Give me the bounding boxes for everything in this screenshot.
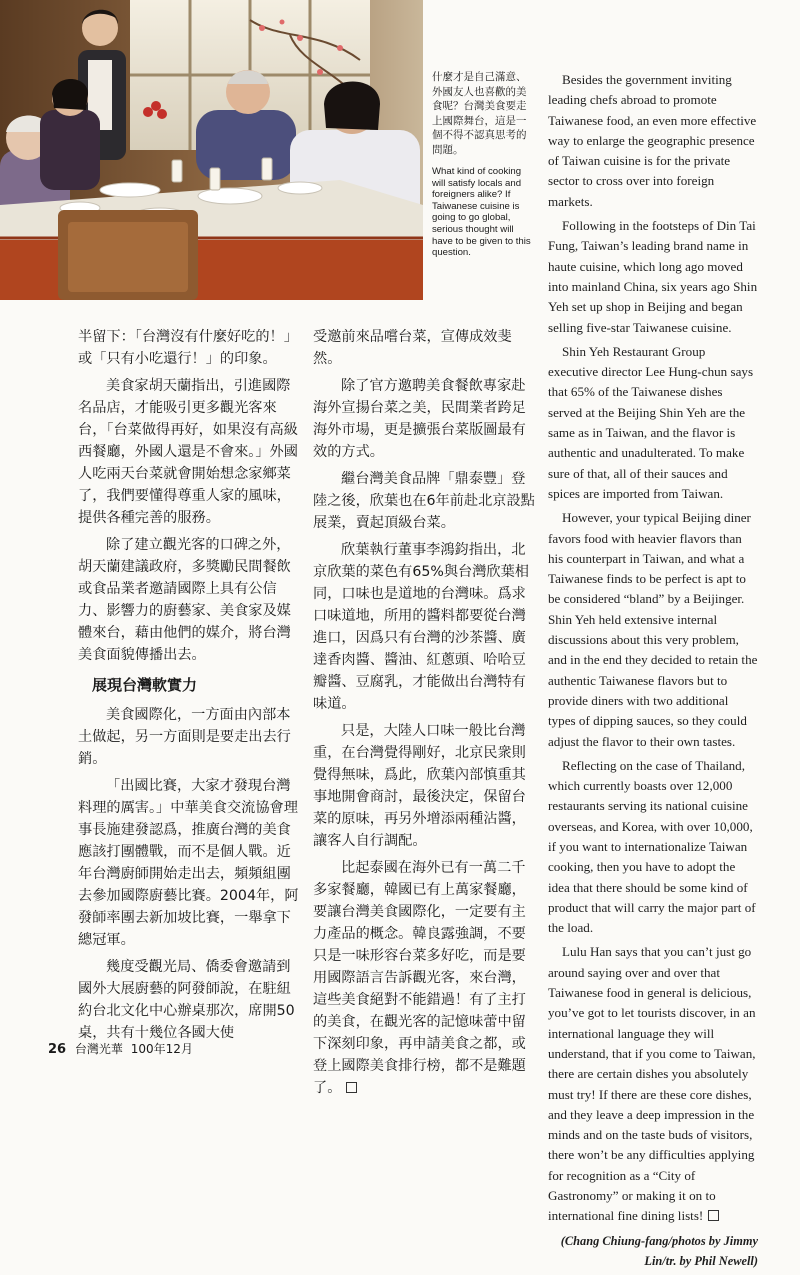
zh-left-paragraph-2: 美食家胡天蘭指出，引進國際名品店，才能吸引更多觀光客來台，「台菜做得再好，如果沒有高級西餐廳，外國人還是不會來。」外國人吃兩天台菜就會開始想念家鄉菜了，我們要懂得尊重人家的風味，提供各種完善的服務。 (78, 378, 298, 526)
restaurant-photo (0, 0, 423, 300)
en-paragraph-4: However, your typical Beijing diner favors food with heavier flavors than his counterpart in Taiwan, and what a Taiwanese finds to be perfect is apt to be considered “bland” by a Beijinger. Shin Yeh held extensive internal discussions about this very problem, and in the end they decided to retain the authentic Taiwanese flavors but to provide diners with two additional types of dipping sauces, so they could adjust the flavor to their own tastes. (548, 510, 758, 749)
caption-chinese: 什麼才是自己滿意、外國友人也喜歡的美食呢？台灣美食要走上國際舞台，這是一個不得不認真思考的問題。 (432, 71, 527, 156)
zh-left-paragraph-1: 半留下：「台灣沒有什麼好吃的！」或「只有小吃還行！」的印象。 (78, 329, 298, 367)
zh-right-paragraph-5: 只是，大陸人口味一般比台灣重，在台灣覺得剛好，北京民衆則覺得無味，爲此，欣葉內部慎重其事地開會商討，最後決定，保留台菜的原味，再另外增添兩種沾醬，讓客人自行調配。 (313, 723, 526, 849)
en-paragraph-6 (548, 942, 758, 1226)
end-mark-icon (346, 1082, 357, 1093)
en-paragraph-1: Besides the government inviting leading chefs abroad to promote Taiwanese food, an even more effective way to enlarge the geographic presence of Taiwan cuisine is for the private sector to cross over into foreign markets. (548, 72, 757, 209)
zh-right-paragraph-4: 欣葉執行董事李鴻鈞指出，北京欣葉的菜色有65%與台灣欣葉相同，口味也是道地的台灣味。爲求口味道地，所用的醬料都要從台灣進口，因爲只有台灣的沙茶醬、廣達香肉醬、醬油、紅蔥頭、哈哈豆瓣醬、豆腐乳，才能做出台灣特有味道。 (313, 542, 529, 712)
en-paragraph-3: Shin Yeh Restaurant Group executive director Lee Hung-chun says that 65% of the Taiwanese dishes served at the Beijing Shin Yeh are the same as in Taiwan, and the flavor is authentic and unadulterated. To make sure of that, all of their sauces and spices are imported from Taiwan. (548, 343, 754, 501)
restaurant-photo-illustration (0, 0, 423, 300)
chinese-column-right (313, 326, 535, 1104)
zh-left-paragraph-6: 幾度受觀光局、僑委會邀請到國外大展廚藝的阿發師說，在駐紐約台北文化中心辦桌那次，席開50桌，共有十幾位各國大使 (78, 959, 295, 1041)
credit-line: (Chang Chiung-fang/photos by Jimmy Lin/tr. by Phil Newell) (560, 1233, 758, 1268)
magazine-name: 台灣光華 (74, 1042, 123, 1056)
en-paragraph-5: Reflecting on the case of Thailand, which currently boasts over 12,000 restaurants serving its national cuisine overseas, and Korea, with over 10,000, if you want to internationalize Taiwan cooking, then you have to adopt the idea that there should be some kind of product that will carry the major part of the load. (548, 757, 756, 936)
chinese-column-left (78, 326, 300, 1049)
zh-left-paragraph-4: 美食國際化，一方面由內部本土做起，另一方面則是要走出去行銷。 (78, 707, 291, 767)
page-footer (48, 1040, 193, 1057)
zh-right-paragraph-1: 受邀前來品嚐台菜，宣傳成效斐然。 (313, 329, 512, 367)
english-column (548, 70, 758, 1275)
issue-date: 100年12月 (130, 1042, 193, 1056)
caption-english: What kind of cooking will satisfy locals and foreigners alike? If Taiwanese cuisine is going to go global, serious thought will have to be given to this question. (432, 166, 531, 259)
zh-right-paragraph-3: 繼台灣美食品牌「鼎泰豐」登陸之後，欣葉也在6年前赴北京設點展業，賣起頂級台菜。 (313, 471, 535, 531)
en-paragraph-2: Following in the footsteps of Din Tai Fung, Taiwan’s leading brand name in haute cuisine, which long ago moved into mainland China, six years ago Shin Yeh set up shop in Beijing and began selling five-star Taiwanese cuisine. (548, 218, 758, 335)
zh-right-paragraph-2: 除了官方邀聘美食餐飲專家赴海外宣揚台菜之美，民間業者跨足海外市場，更是擴張台菜版圖最有效的方式。 (313, 378, 526, 460)
zh-right-paragraph-6-text: 比起泰國在海外已有一萬二千多家餐廳，韓國已有上萬家餐廳，要讓台灣美食國際化，一定要有主力產品的概念。韓良露強調，不要只是一味形容台菜多好吃，而是要用國際語言告訴觀光客，來台灣，這些美食絕對不能錯過！有了主打的美食，在觀光客的記憶味蕾中留下深刻印象，再申請美食之都，或登上國際美食排行榜，都不是難題了。 (313, 860, 526, 1096)
photo-caption (432, 70, 532, 259)
en-paragraph-6-text: Lulu Han says that you can’t just go around saying over and over that Taiwanese food in general is delicious, you’ve got to let tourists discover, in an international language they will understand, that if you come to Taiwan, there are certain dishes you absolutely must try! If there are these core dishes, and they leave a deep impression in the minds and on the taste buds of visitors, there won’t be any difficulties applying for recognition as a “City of Gastronomy” or making it on to international fine dining lists! (548, 944, 756, 1224)
end-mark-icon (708, 1210, 719, 1221)
zh-left-paragraph-3: 除了建立觀光客的口碑之外，胡天蘭建議政府，多獎勵民間餐飲或食品業者邀請國際上具有公信力、影響力的廚藝家、美食家及媒體來台，藉由他們的媒介，將台灣美食面貌傳播出去。 (78, 537, 291, 663)
page-number: 26 (48, 1042, 67, 1057)
zh-right-paragraph-6 (313, 857, 535, 1099)
section-heading: 展現台灣軟實力 (92, 676, 198, 694)
zh-left-paragraph-5: 「出國比賽，大家才發現台灣料理的厲害。」中華美食交流協會理事長施建發認爲，推廣台灣的美食應該打團體戰，而不是個人戰。近年台灣廚師開始走出去，頻頻組團去參加國際廚藝比賽。2004年，阿發師率團去新加坡比賽，一舉拿下總冠軍。 (78, 778, 299, 948)
